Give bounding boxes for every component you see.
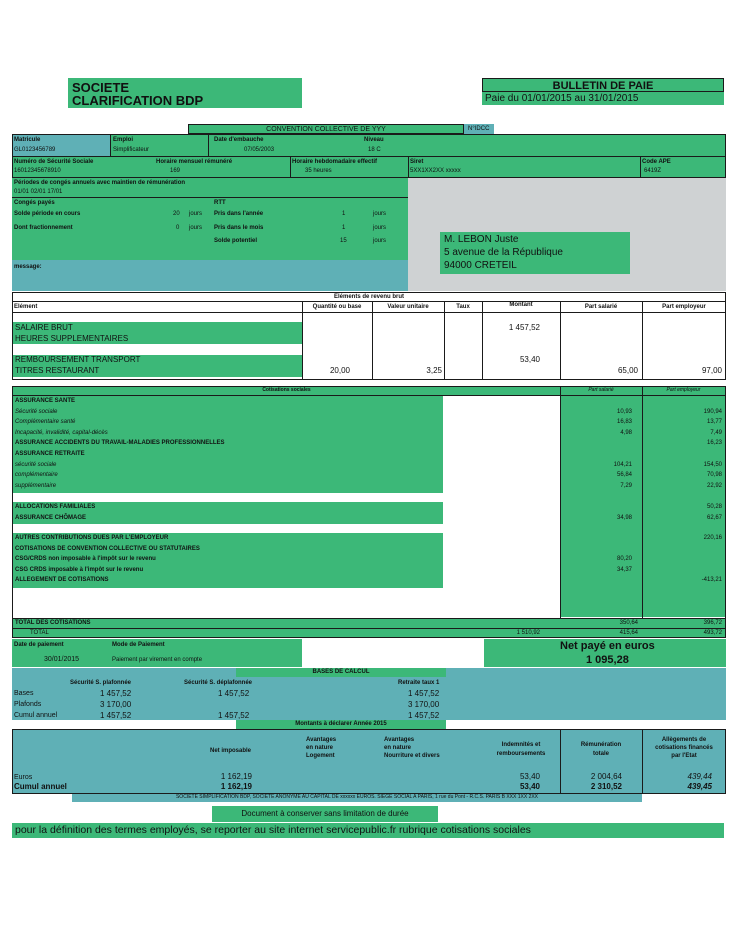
cot-row3-label-1: COTISATIONS DE CONVENTION COLLECTIVE OU STATUTAIRES bbox=[15, 545, 200, 552]
h-av-log-line1: Avantages bbox=[306, 737, 337, 743]
cot-row-label-3: Incapacité, invalidité, capital-décès bbox=[15, 429, 108, 436]
cot-row-emp-6: 154,50 bbox=[703, 461, 722, 468]
bases-col1: Sécurité S. plafonnée bbox=[70, 680, 132, 686]
titres-label: TITRES RESTAURANT bbox=[15, 366, 100, 375]
h-indem-line1: Indemnités et bbox=[501, 742, 541, 748]
cot-row3-emp-4: -413,21 bbox=[701, 577, 722, 584]
cot-row2-label-1: ASSURANCE CHÔMAGE bbox=[15, 514, 87, 521]
pay-period-box bbox=[482, 92, 724, 105]
total-cotisations-label: TOTAL DES COTISATIONS bbox=[15, 620, 91, 626]
cot-row-sal-1: 10,93 bbox=[616, 408, 632, 415]
montants-h-av-log bbox=[306, 737, 336, 759]
montants-h-remu bbox=[560, 742, 642, 757]
total-cotisations-emp: 396,72 bbox=[703, 620, 722, 626]
cot-row2-emp-0: 50,28 bbox=[706, 504, 722, 510]
cot-row3-label-0: AUTRES CONTRIBUTIONS DUES PAR L'EMPLOYEUR bbox=[15, 535, 169, 541]
info-text: pour la définition des termes employés, se reporter au site internet servicepublic.fr rubrique cotisations sociales bbox=[15, 824, 531, 836]
cot-row-sal-6: 104,21 bbox=[613, 461, 632, 468]
total-cotisations-sal: 350,64 bbox=[619, 620, 638, 626]
euros-indem: 53,40 bbox=[519, 772, 540, 781]
cot-row-label-5: ASSURANCE RETRAITE bbox=[15, 451, 85, 457]
montants-h-indem bbox=[482, 742, 560, 757]
rtt-label: RTT bbox=[214, 200, 226, 206]
cot-row-emp-4: 16,23 bbox=[706, 440, 722, 447]
solde-cours-unit: jours bbox=[189, 211, 203, 217]
dont-fract-unit: jours bbox=[189, 225, 203, 231]
titres-part-salarie: 65,00 bbox=[617, 366, 638, 375]
bases-row-label-1: Plafonds bbox=[14, 701, 42, 708]
cotisations-title: Cotisations sociales bbox=[262, 387, 311, 393]
header-taux: Taux bbox=[456, 304, 470, 310]
bases-col3: Retraite taux 1 bbox=[398, 680, 440, 686]
solde-potentiel-value: 15 bbox=[340, 238, 347, 244]
header-part-employeur: Part employeur bbox=[662, 304, 706, 310]
h-alleg-line1: Allègements de bbox=[661, 737, 707, 743]
euros-remu: 2 004,64 bbox=[590, 772, 622, 781]
cotisations-part-salarie: Part salarié bbox=[588, 387, 614, 393]
convention-title-box bbox=[188, 124, 464, 134]
h-remu-line1: Rémunération bbox=[580, 742, 622, 748]
secu-value: 16012345678910 bbox=[14, 168, 61, 174]
legal-text: SOCIETE SIMPLIFICATION BDP, SOCIETE ANONYME AU CAPITAL DE xxxxxx EUROS. SIEGE SOCIAL A PARIS, 1 rue du Pont - R.C.S. PARIS B XXX 1XX 2XX bbox=[175, 794, 539, 800]
bases-row-label-0: Bases bbox=[14, 690, 34, 697]
conges-periodes-value: 01/01 02/01 17/01 bbox=[14, 189, 63, 195]
info-box bbox=[12, 823, 724, 838]
montants-title: Montants à déclarer Année 2015 bbox=[295, 721, 387, 727]
titres-valeur: 3,25 bbox=[426, 366, 442, 375]
cot-row-emp-7: 70,98 bbox=[706, 472, 722, 479]
conges-payes-label: Congés payés bbox=[14, 200, 55, 206]
company-name-line2: CLARIFICATION BDP bbox=[72, 93, 204, 108]
pris-mois-label: Pris dans le mois bbox=[214, 225, 264, 231]
ape-value: 6419Z bbox=[644, 168, 662, 174]
solde-cours-value: 20 bbox=[173, 211, 180, 217]
remboursement-label: REMBOURSEMENT TRANSPORT bbox=[15, 355, 141, 364]
company-name-box bbox=[68, 78, 302, 108]
total-montant: 1 510,92 bbox=[516, 630, 540, 636]
cot-row2-label-0: ALLOCATIONS FAMILIALES bbox=[15, 504, 96, 510]
conserver-box bbox=[212, 806, 438, 822]
bases-title: BASES DE CALCUL bbox=[312, 669, 370, 675]
euros-alleg: 439,44 bbox=[687, 772, 712, 781]
secu-label: Numéro de Sécurité Sociale bbox=[14, 159, 94, 165]
cot-row-label-7: complémentaire bbox=[15, 472, 58, 479]
header-part-salarie: Part salarié bbox=[584, 304, 618, 310]
heures-sup-label: HEURES SUPPLEMENTAIRES bbox=[15, 334, 129, 343]
niveau-value: 18 C bbox=[368, 147, 381, 153]
solde-potentiel-unit: jours bbox=[373, 238, 387, 244]
net-pay-label: Net payé en euros bbox=[560, 640, 655, 652]
pris-annee-unit: jours bbox=[373, 211, 387, 217]
horaire-mensuel-label: Horaire mensuel rémunéré bbox=[156, 159, 233, 165]
montants-h-alleg bbox=[642, 737, 726, 759]
cot-row3-sal-3: 34,37 bbox=[616, 566, 632, 573]
h-av-log-line3: Logement bbox=[306, 753, 335, 759]
bases-title-box bbox=[236, 668, 446, 677]
cot-row-emp-3: 7,49 bbox=[710, 429, 722, 436]
bases-row-label-2: Cumul annuel bbox=[14, 712, 58, 719]
montants-h-av-nour bbox=[384, 737, 440, 759]
bases-row-c3-2: 1 457,52 bbox=[408, 711, 440, 720]
siret-label: Siret bbox=[410, 159, 424, 165]
elements-title: Eléments de revenu brut bbox=[333, 294, 405, 300]
cotisations-emp-header bbox=[642, 387, 725, 395]
header-montant: Montant bbox=[509, 302, 533, 308]
horaire-hebdo-value: 35 heures bbox=[305, 168, 332, 174]
employee-info-fill bbox=[110, 135, 725, 156]
montants-title-box bbox=[236, 720, 446, 729]
dont-fract-label: Dont fractionnement bbox=[14, 225, 73, 231]
cot-row-label-4: ASSURANCE ACCIDENTS DU TRAVAIL-MALADIES PROFESSIONNELLES bbox=[15, 440, 225, 447]
matricule-value: GL0123456789 bbox=[14, 147, 56, 153]
address-box bbox=[440, 232, 630, 274]
bases-row-c1-1: 3 170,00 bbox=[100, 700, 132, 709]
bulletin-title-box bbox=[482, 78, 724, 92]
niveau-label: Niveau bbox=[364, 137, 384, 143]
header-quantite: Quantité ou base bbox=[312, 304, 362, 310]
payment-date-label: Date de paiement bbox=[14, 642, 64, 648]
cot-row-sal-3: 4,98 bbox=[620, 429, 632, 436]
euros-net: 1 162,19 bbox=[220, 772, 252, 781]
h-av-log-line2: en nature bbox=[306, 745, 334, 751]
embauche-label: Date d'embauche bbox=[214, 137, 264, 143]
total-emp: 493,72 bbox=[703, 630, 722, 636]
payment-date: 30/01/2015 bbox=[44, 656, 80, 663]
cot-row-label-1: Sécurité sociale bbox=[15, 408, 58, 415]
conges-block bbox=[12, 178, 408, 260]
cotisations-part-employeur: Part employeur bbox=[666, 387, 701, 393]
cot-row3-emp-0: 220,16 bbox=[703, 535, 722, 541]
pris-mois-value: 1 bbox=[342, 225, 346, 231]
cumul-indem: 53,40 bbox=[519, 782, 540, 791]
solde-potentiel-label: Solde potentiel bbox=[214, 238, 258, 244]
bases-row-c3-0: 1 457,52 bbox=[408, 689, 440, 698]
net-pay-value: 1 095,28 bbox=[586, 654, 629, 666]
ape-label: Code APE bbox=[642, 159, 671, 165]
header-element: Elément bbox=[14, 304, 38, 310]
h-indem-line2: remboursements bbox=[496, 751, 546, 757]
address-city: 94000 CRETEIL bbox=[444, 260, 517, 271]
pris-annee-label: Pris dans l'année bbox=[214, 211, 264, 217]
solde-cours-label: Solde période en cours bbox=[14, 211, 81, 217]
h-alleg-line2: cotisations financés bbox=[655, 745, 713, 751]
remboursement-montant: 53,40 bbox=[519, 355, 540, 364]
conges-periodes-label: Périodes de congés annuels avec maintien de rémunération bbox=[14, 180, 186, 186]
titres-part-employeur: 97,00 bbox=[701, 366, 722, 375]
pay-period: Paie du 01/01/2015 au 31/01/2015 bbox=[485, 93, 639, 104]
legal-footer bbox=[72, 794, 642, 802]
cot-row3-label-4: ALLEGEMENT DE COTISATIONS bbox=[15, 577, 109, 584]
cot-row2-emp-1: 62,67 bbox=[706, 514, 722, 521]
idcc-label: N°IDCC bbox=[468, 126, 490, 132]
cot-row-label-2: Complémentaire santé bbox=[15, 419, 76, 426]
bulletin-title: BULLETIN DE PAIE bbox=[552, 80, 654, 92]
embauche-value: 07/05/2003 bbox=[244, 147, 275, 153]
total-sal: 415,64 bbox=[619, 630, 638, 636]
cot-row-emp-8: 22,92 bbox=[706, 482, 722, 489]
cumul-net: 1 162,19 bbox=[220, 782, 252, 791]
montants-h-net: Net imposable bbox=[210, 748, 252, 754]
idcc-box bbox=[464, 124, 494, 134]
horaire-hebdo-label: Horaire hebdomadaire effectif bbox=[292, 159, 378, 165]
message-label: message: bbox=[14, 264, 42, 270]
payment-mode-label: Mode de Paiement bbox=[112, 642, 165, 648]
cot-row-sal-2: 16,83 bbox=[616, 419, 632, 426]
h-av-nour-line1: Avantages bbox=[384, 737, 415, 743]
cumul-alleg: 439,45 bbox=[687, 782, 712, 791]
emploi-label: Emploi bbox=[113, 137, 134, 143]
convention-title: CONVENTION COLLECTIVE DE YYY bbox=[266, 126, 386, 133]
payment-mode: Paiement par virement en compte bbox=[112, 657, 203, 663]
matricule-label: Matricule bbox=[14, 137, 41, 143]
bases-row-c1-2: 1 457,52 bbox=[100, 711, 132, 720]
cot-row2-sal-1: 34,98 bbox=[616, 514, 632, 521]
cot-row3-label-3: CSG CRDS imposable à l'impôt sur le revenu bbox=[15, 566, 144, 573]
bases-row-c1-0: 1 457,52 bbox=[100, 689, 132, 698]
message-box bbox=[12, 260, 408, 291]
h-alleg-line3: par l'Etat bbox=[671, 753, 697, 759]
cumul-remu: 2 310,52 bbox=[590, 782, 622, 791]
cot-row-emp-1: 190,94 bbox=[703, 408, 722, 415]
h-av-nour-line3: Nourriture et divers bbox=[384, 753, 440, 759]
cotisations-sal-header bbox=[560, 387, 642, 395]
conserver-text: Document à conserver sans limitation de durée bbox=[241, 809, 409, 818]
address-street: 5 avenue de la République bbox=[444, 247, 563, 258]
salaire-brut-montant: 1 457,52 bbox=[508, 323, 540, 332]
address-name: M. LEBON Juste bbox=[444, 234, 519, 245]
header-valeur: Valeur unitaire bbox=[387, 304, 429, 310]
titres-qte: 20,00 bbox=[329, 366, 350, 375]
cot-row-sal-8: 7,29 bbox=[620, 482, 632, 489]
cot-row-sal-7: 56,84 bbox=[616, 472, 632, 479]
cot-row-emp-2: 13,77 bbox=[706, 419, 722, 426]
euros-label: Euros bbox=[14, 774, 33, 781]
cotisations-header bbox=[13, 387, 560, 395]
bases-row-c2-2: 1 457,52 bbox=[218, 711, 250, 720]
h-av-nour-line2: en nature bbox=[384, 745, 412, 751]
bases-col2: Sécurité S. déplafonnée bbox=[184, 680, 253, 686]
siret-value: 5XX1XX2XX xxxxx bbox=[410, 168, 461, 174]
bases-row-c2-0: 1 457,52 bbox=[218, 689, 250, 698]
cot-row-label-0: ASSURANCE SANTE bbox=[15, 398, 76, 404]
cot-row3-label-2: CSG/CRDS non imposable à l'impôt sur le revenu bbox=[15, 556, 156, 563]
pris-mois-unit: jours bbox=[373, 225, 387, 231]
h-remu-line2: totale bbox=[592, 751, 609, 757]
horaire-mensuel-value: 169 bbox=[170, 168, 181, 174]
emploi-value: Simplificateur bbox=[113, 147, 150, 153]
cot-row-label-8: supplémentaire bbox=[15, 482, 57, 489]
salaire-brut-label: SALAIRE BRUT bbox=[15, 323, 73, 332]
cumul-label: Cumul annuel bbox=[14, 782, 67, 791]
dont-fract-value: 0 bbox=[176, 225, 180, 231]
cot-row-label-6: sécurité sociale bbox=[15, 461, 57, 468]
total-label: TOTAL bbox=[30, 630, 49, 636]
pris-annee-value: 1 bbox=[342, 211, 346, 217]
bases-row-c3-1: 3 170,00 bbox=[408, 700, 440, 709]
company-name-line1: SOCIETE bbox=[72, 80, 130, 95]
cot-row3-sal-2: 80,20 bbox=[616, 556, 632, 563]
